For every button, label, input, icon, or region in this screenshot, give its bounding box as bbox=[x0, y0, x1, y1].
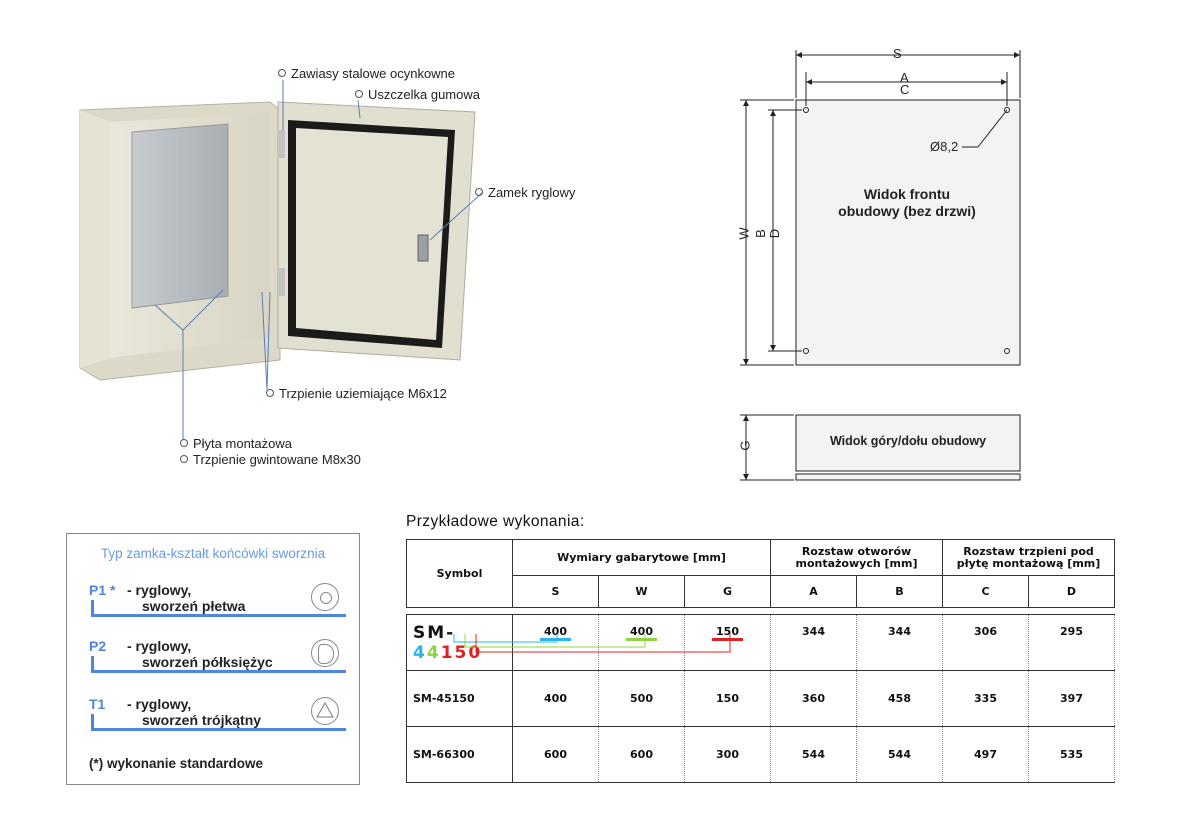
triangle-icon bbox=[311, 697, 339, 725]
dim-b-label: B bbox=[752, 229, 768, 238]
col-symbol: Symbol bbox=[407, 540, 513, 608]
col-group-dims: Wymiary gabarytowe [mm] bbox=[513, 540, 771, 576]
lock-type-p2 bbox=[89, 638, 349, 688]
table-cell: 335 bbox=[943, 671, 1029, 727]
table-cell: SM-66300 bbox=[407, 727, 513, 783]
table-row bbox=[407, 727, 1115, 783]
callout-hinges: Zawiasy stalowe ocynkowne bbox=[278, 66, 455, 81]
table-cell: 535 bbox=[1029, 727, 1115, 783]
lock-code: T1 bbox=[89, 696, 106, 712]
half-moon-icon bbox=[311, 639, 339, 667]
table-cell: 295 bbox=[1029, 615, 1115, 671]
table-cell: 500 bbox=[599, 671, 685, 727]
col-s: S bbox=[513, 576, 599, 608]
callout-gasket: Uszczelka gumowa bbox=[355, 87, 480, 102]
symbol-connector-lines bbox=[440, 630, 740, 660]
lock-desc-line1: - ryglowy, bbox=[127, 582, 192, 598]
lock-desc-line2: sworzeń trójkątny bbox=[142, 712, 262, 728]
specs-table bbox=[406, 539, 1115, 783]
hole-diameter-label: Ø8,2 bbox=[930, 139, 959, 154]
table-cell: 400 bbox=[513, 671, 599, 727]
front-view-caption: Widok frontu obudowy (bez drzwi) bbox=[838, 186, 976, 219]
lock-code: P1 * bbox=[89, 582, 116, 598]
callout-ground-pins: Trzpienie uziemiające M6x12 bbox=[266, 386, 447, 401]
table-title: Przykładowe wykonania: bbox=[406, 513, 585, 530]
callout-thread-pins: Trzpienie gwintowane M8x30 bbox=[180, 452, 361, 467]
col-d: D bbox=[1029, 576, 1115, 608]
lock-type-t1 bbox=[89, 696, 349, 746]
lock-types-title: Typ zamka-kształt końcówki sworznia bbox=[100, 546, 326, 561]
callout-lock: Zamek ryglowy bbox=[475, 185, 575, 200]
table-cell: 400 bbox=[599, 615, 685, 671]
callout-mount-plate: Płyta montażowa bbox=[180, 436, 292, 451]
lock-desc-line1: - ryglowy, bbox=[127, 696, 192, 712]
dim-s-label: S bbox=[893, 46, 902, 61]
lock-types-panel bbox=[66, 533, 360, 785]
standard-note: (*) wykonanie standardowe bbox=[89, 756, 264, 771]
table-cell: 497 bbox=[943, 727, 1029, 783]
col-group-pins: Rozstaw trzpieni pod płytę montażową [mm] bbox=[943, 540, 1115, 576]
lock-type-p1 bbox=[89, 582, 349, 632]
table-cell: 150 bbox=[685, 615, 771, 671]
col-c: C bbox=[943, 576, 1029, 608]
table-cell: 397 bbox=[1029, 671, 1115, 727]
lock-desc-line2: sworzeń półksiężyc bbox=[142, 654, 273, 670]
lock-code: P2 bbox=[89, 638, 107, 654]
table-cell: 344 bbox=[771, 615, 857, 671]
header-row-sub bbox=[407, 576, 1115, 608]
table-cell: SM-45150 bbox=[407, 671, 513, 727]
table-cell: 600 bbox=[513, 727, 599, 783]
dim-a-label: A bbox=[900, 70, 909, 85]
table-cell: 544 bbox=[857, 727, 943, 783]
lock-desc-line2: sworzeń płetwa bbox=[142, 598, 246, 614]
table-cell: 600 bbox=[599, 727, 685, 783]
lock-desc-line1: - ryglowy, bbox=[127, 638, 192, 654]
table-cell: 458 bbox=[857, 671, 943, 727]
dim-w-label: W bbox=[736, 227, 752, 240]
col-group-holes: Rozstaw otworów montażowych [mm] bbox=[771, 540, 943, 576]
fin-icon bbox=[311, 583, 339, 611]
table-cell: 300 bbox=[685, 727, 771, 783]
table-cell: 544 bbox=[771, 727, 857, 783]
col-w: W bbox=[599, 576, 685, 608]
table-cell: 306 bbox=[943, 615, 1029, 671]
dim-g-label: G bbox=[737, 440, 753, 451]
dim-c-label: C bbox=[900, 82, 910, 97]
col-g: G bbox=[685, 576, 771, 608]
col-b: B bbox=[857, 576, 943, 608]
dim-d-label: D bbox=[767, 228, 783, 239]
table-cell: 344 bbox=[857, 615, 943, 671]
table-cell: 360 bbox=[771, 671, 857, 727]
example-symbol: SM-44150 bbox=[407, 615, 513, 671]
table-cell: 150 bbox=[685, 671, 771, 727]
header-row bbox=[407, 540, 1115, 576]
table-cell: 400 bbox=[513, 615, 599, 671]
top-view-caption: Widok góry/dołu obudowy bbox=[829, 434, 987, 448]
col-a: A bbox=[771, 576, 857, 608]
table-row bbox=[407, 671, 1115, 727]
